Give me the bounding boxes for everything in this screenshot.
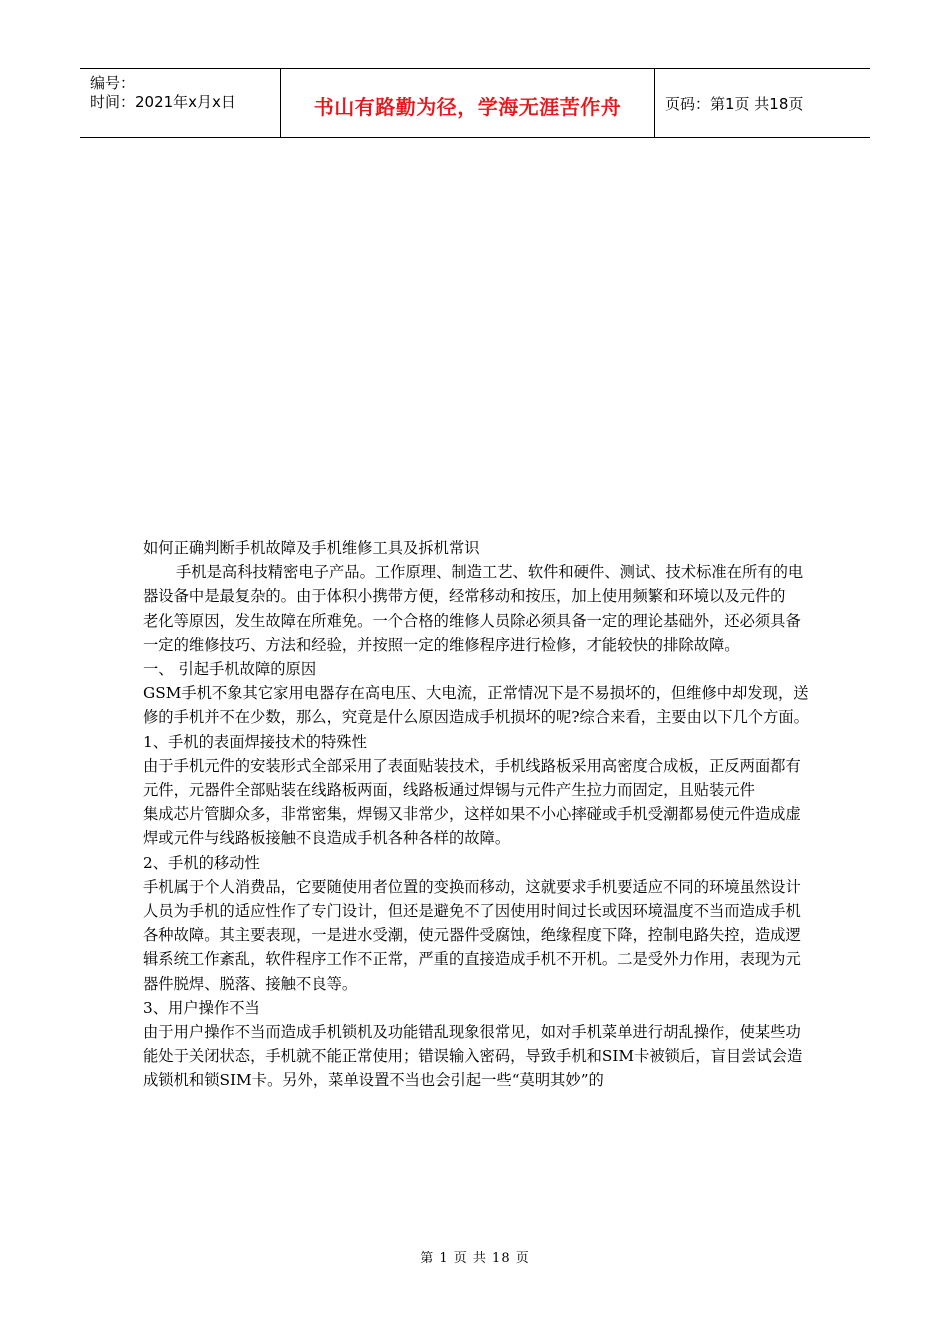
paragraph: 手机是高科技精密电子产品。工作原理、制造工艺、软件和硬件、测试、技术标准在所有的电器设备中是最复杂的。由于体积小携带方便，经常移动和按压，加上使用频繁和环境以及元件的 (143, 563, 804, 606)
document-title: 如何正确判断手机故障及手机维修工具及拆机常识 (143, 539, 480, 557)
paragraph: 由于用户操作不当而造成手机锁机及功能错乱现象很常见，如对手机菜单进行胡乱操作，使某些功能处于关闭状态，手机就不能正常使用；错误输入密码，导致手机和SIM卡被锁后，盲目尝试会造成锁机和锁SIM卡。另外，菜单设置不当也会引起一些“莫明其妙”的 (143, 1023, 803, 1090)
header-motto-cell (281, 69, 655, 137)
header-table (80, 68, 870, 138)
document-time-label: 时间：2021年x月x日 (90, 93, 236, 111)
header-page-code: 页码：第1页 共18页 (665, 95, 804, 113)
document-number-label: 编号： (90, 74, 136, 92)
section-heading: 一、 引起手机故障的原因 (143, 660, 317, 679)
paragraph: 集成芯片管脚众多，非常密集，焊锡又非常少，这样如果不小心摔碰或手机受潮都易使元件造成虚焊或元件与线路板接触不良造成手机各种各样的故障。 (143, 805, 801, 848)
subsection-heading: 2、手机的移动性 (143, 853, 260, 872)
subsection-heading: 1、手机的表面焊接技术的特殊性 (143, 732, 367, 751)
document-body (143, 536, 811, 1093)
subsection-heading: 3、用户操作不当 (143, 998, 260, 1017)
header-meta-cell (80, 69, 281, 137)
page-footer: 第 1 页 共 18 页 (420, 1251, 530, 1266)
paragraph: 手机属于个人消费品，它要随使用者位置的变换而移动，这就要求手机要适应不同的环境虽然设计人员为手机的适应性作了专门设计，但还是避免不了因使用时间过长或因环境温度不当而造成手机各种故障。其主要表现，一是进水受潮，使元器件受腐蚀，绝缘程度下降，控制电路失控，造成逻辑系统工作紊乱，软件程序工作不正常，严重的直接造成手机不开机。二是受外力作用，表现为元器件脱焊、脱落、接触不良等。 (143, 877, 801, 993)
paragraph: 由于手机元件的安装形式全部采用了表面贴装技术，手机线路板采用高密度合成板，正反两面都有元件，元器件全部贴装在线路板两面，线路板通过焊锡与元件产生拉力而固定，且贴装元件 (143, 756, 801, 800)
paragraph: GSM手机不象其它家用电器存在高电压、大电流，正常情况下是不易损坏的，但维修中却发现，送修的手机并不在少数，那么，究竟是什么原因造成手机损坏的呢?综合来看，主要由以下几个方面。 (143, 684, 809, 727)
paragraph: 老化等原因，发生故障在所难免。一个合格的维修人员除必须具备一定的理论基础外，还必须具备一定的维修技巧、方法和经验，并按照一定的维修程序进行检修，才能较快的排除故障。 (143, 611, 801, 654)
header-motto: 书山有路勤为径，学海无涯苦作舟 (313, 95, 622, 119)
